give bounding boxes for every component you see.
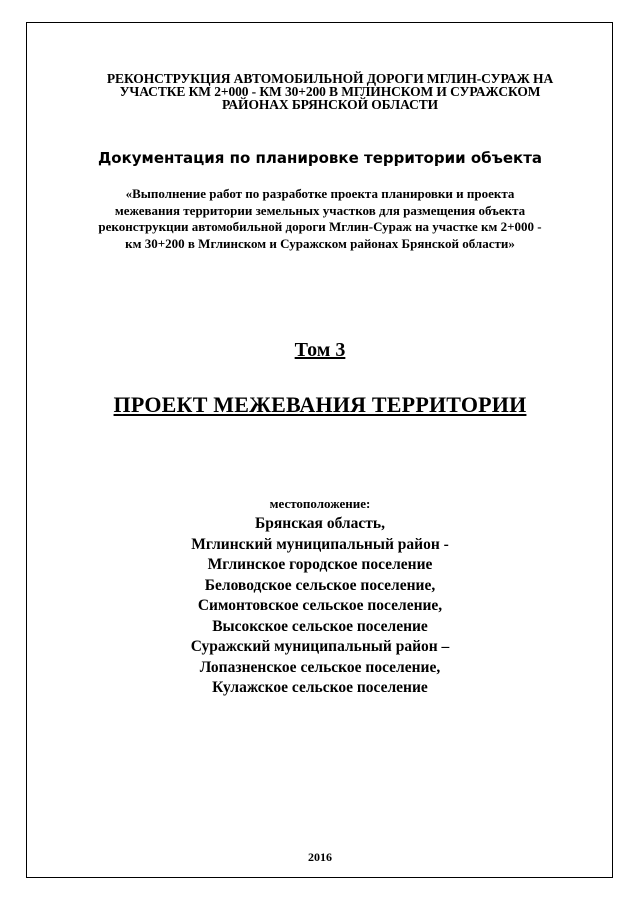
location-line: Кулажское сельское поселение — [212, 679, 428, 696]
year: 2016 — [308, 850, 332, 864]
work-title-line: реконструкции автомобильной дороги Мглин-Сураж на участке км 2+000 - — [98, 219, 542, 234]
location-list — [0, 514, 640, 699]
document-heading: Документация по планировке территории объекта — [97, 149, 543, 167]
org-title-line: РАЙОНАХ БРЯНСКОЙ ОБЛАСТИ — [221, 97, 439, 112]
location-line: Мглинский муниципальный район - — [191, 535, 449, 553]
location-line: Мглинское городское поселение — [207, 556, 433, 573]
org-title — [60, 72, 600, 111]
location-line: Беловодское сельское поселение, — [204, 576, 436, 594]
work-title-line: «Выполнение работ по разработке проекта планировки и проекта — [125, 186, 515, 201]
work-title — [60, 186, 580, 252]
work-title-line: межевания территории земельных участков для размещения объекта — [114, 202, 526, 218]
org-title-line: УЧАСТКЕ КМ 2+000 - КМ 30+200 В МГЛИНСКОМ И СУРАЖСКОМ — [119, 84, 541, 99]
org-title-line: РЕКОНСТРУКЦИЯ АВТОМОБИЛЬНОЙ ДОРОГИ МГЛИН-СУРАЖ НА — [106, 71, 554, 86]
location-line: Симонтовское сельское поселение, — [197, 597, 443, 614]
location-line: Суражский муниципальный район – — [190, 638, 450, 655]
location-line: Высокское сельское поселение — [212, 617, 428, 635]
location-line: Лопазненское сельское поселение, — [199, 658, 441, 676]
location-line: Брянская область, — [255, 515, 385, 532]
volume-title: Том 3 — [294, 339, 346, 361]
location-label: местоположение: — [269, 496, 371, 511]
project-title: ПРОЕКТ МЕЖЕВАНИЯ ТЕРРИТОРИИ — [113, 392, 527, 417]
work-title-line: км 30+200 в Мглинском и Суражском районах Брянской области» — [125, 235, 515, 251]
